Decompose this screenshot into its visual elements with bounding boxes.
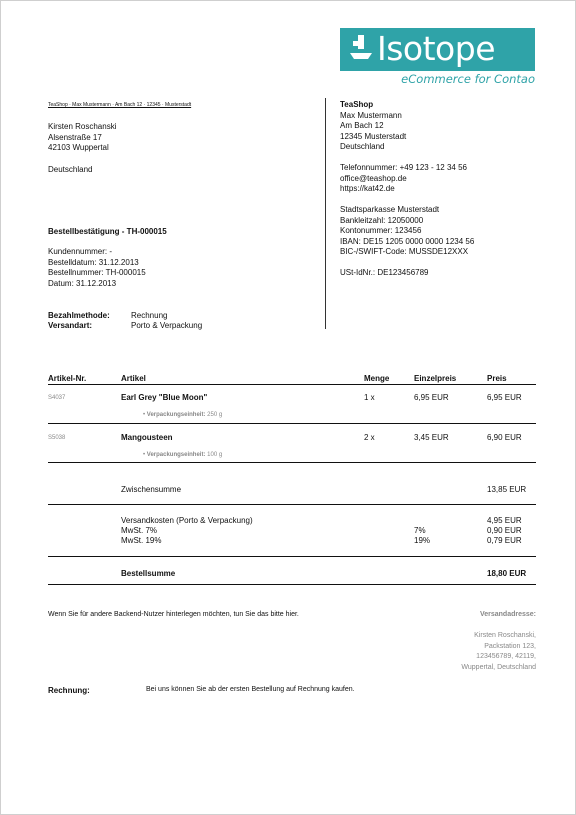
logo-tagline: eCommerce for Contao [401,72,535,86]
invoice-text: Bei uns können Sie ab der ersten Bestellung auf Rechnung kaufen. [146,686,355,693]
payment-method-value: Rechnung [131,311,168,320]
header-price: Preis [487,374,507,383]
payment-method-label: Bezahlmethode: [48,311,110,320]
bullet-icon: • [143,412,147,418]
item-attribute-value: 100 g [207,452,223,458]
recipient-address [48,122,116,175]
item-price: 6,95 EUR [487,393,522,402]
item-qty: 1 x [364,393,375,402]
surcharge-value: 0,90 EUR [487,526,522,535]
header-qty: Menge [364,374,390,383]
shop-web: https://kat42.de [340,184,395,193]
shop-iban: IBAN: DE15 1205 0000 0000 1234 56 [340,236,475,246]
shipping-address-line: Packstation 123, [484,642,536,650]
row-rule [48,423,536,424]
shop-blz: Bankleitzahl: 12050000 [340,215,424,225]
shop-info [340,100,474,279]
shipping-address [391,631,536,673]
logo-wordmark: Isotope [377,29,495,68]
invoice-label: Rechnung: [48,686,90,695]
header-sku: Artikel-Nr. [48,374,87,383]
surcharge-rate: 19% [414,536,431,545]
item-attribute-label: Verpackungseinheit: [146,452,206,458]
row-rule [48,556,536,557]
header-divider [325,98,326,329]
row-rule [48,462,536,463]
item-unit-price: 6,95 EUR [414,393,449,402]
subtotal-value: 13,85 EUR [487,485,527,494]
order-title: Bestellbestätigung - TH-000015 [48,227,167,236]
recipient-country: Deutschland [48,164,93,174]
subtotal-label: Zwischensumme [121,485,182,494]
surcharge-label: Versandkosten (Porto & Verpackung) [121,516,253,525]
logo-symbol-icon [346,32,376,68]
surcharge-value: 0,79 EUR [487,536,522,545]
table-row [48,393,536,421]
shop-email: office@teashop.de [340,173,407,183]
surcharge-value: 4,95 EUR [487,516,522,525]
total-label: Bestellsumme [121,569,176,578]
shop-vat: USt-IdNr.: DE123456789 [340,268,429,277]
item-attribute [143,411,222,419]
surcharge-label: MwSt. 7% [121,526,158,535]
row-rule [48,504,536,505]
shop-city: 12345 Musterstadt [340,131,407,141]
header-unit-price: Einzelpreis [414,374,457,383]
shop-street: Am Bach 12 [340,121,384,130]
item-attribute-label: Verpackungseinheit: [146,412,206,418]
total-rule [48,584,536,585]
subtotal-row [48,485,536,496]
shipping-address-line: Kirsten Roschanski, [474,632,536,639]
sender-line: TeaShop · Max Mustermann · Am Bach 12 · 12345 · Musterstadt [48,102,192,108]
shop-account: Kontonummer: 123456 [340,226,422,235]
shop-name: TeaShop [340,100,374,109]
item-attribute [143,451,222,459]
footer-note: Wenn Sie für andere Backend-Nutzer hinterlegen möchten, tun Sie das bitte hier. [48,611,299,618]
shop-owner: Max Mustermann [340,110,402,120]
table-row [48,433,536,461]
item-price: 6,90 EUR [487,433,522,442]
total-row [48,569,536,580]
total-value: 18,80 EUR [487,569,527,578]
item-unit-price: 3,45 EUR [414,433,449,442]
order-number: Bestellnummer: TH-000015 [48,268,146,277]
order-date: Bestelldatum: 31.12.2013 [48,257,139,267]
isotope-logo [340,28,535,71]
surcharge-label: MwSt. 19% [121,536,162,545]
shipping-address-line: Wuppertal, Deutschland [461,663,536,671]
item-sku: S4037 [48,395,66,401]
shop-bank: Stadtsparkasse Musterstadt [340,205,440,214]
item-name: Mangousteen [121,433,173,442]
recipient-name: Kirsten Roschanski [48,122,117,131]
shipping-method-label: Versandart: [48,321,93,330]
item-qty: 2 x [364,433,375,442]
recipient-city: 42103 Wuppertal [48,143,109,152]
shipping-address-line: 123456789, 42119, [476,653,536,660]
order-meta [48,247,146,289]
document-date: Datum: 31.12.2013 [48,278,117,288]
item-attribute-value: 250 g [207,412,223,418]
item-sku: S5038 [48,435,66,441]
shop-phone: Telefonnummer: +49 123 - 12 34 56 [340,163,467,172]
recipient-street: Alsenstraße 17 [48,132,102,142]
surcharge-rate: 7% [414,526,426,535]
surcharge-row [48,536,536,547]
shop-country: Deutschland [340,142,385,151]
table-header-rule [48,384,536,385]
shop-bic: BIC-/SWIFT-Code: MUSSDE12XXX [340,247,469,256]
customer-number: Kundennummer: - [48,247,113,256]
bullet-icon: • [143,452,147,458]
item-name: Earl Grey "Blue Moon" [121,393,208,402]
shipping-method-value: Porto & Verpackung [131,321,203,330]
header-article: Artikel [121,374,146,383]
shipping-address-label: Versandadresse: [479,611,536,618]
